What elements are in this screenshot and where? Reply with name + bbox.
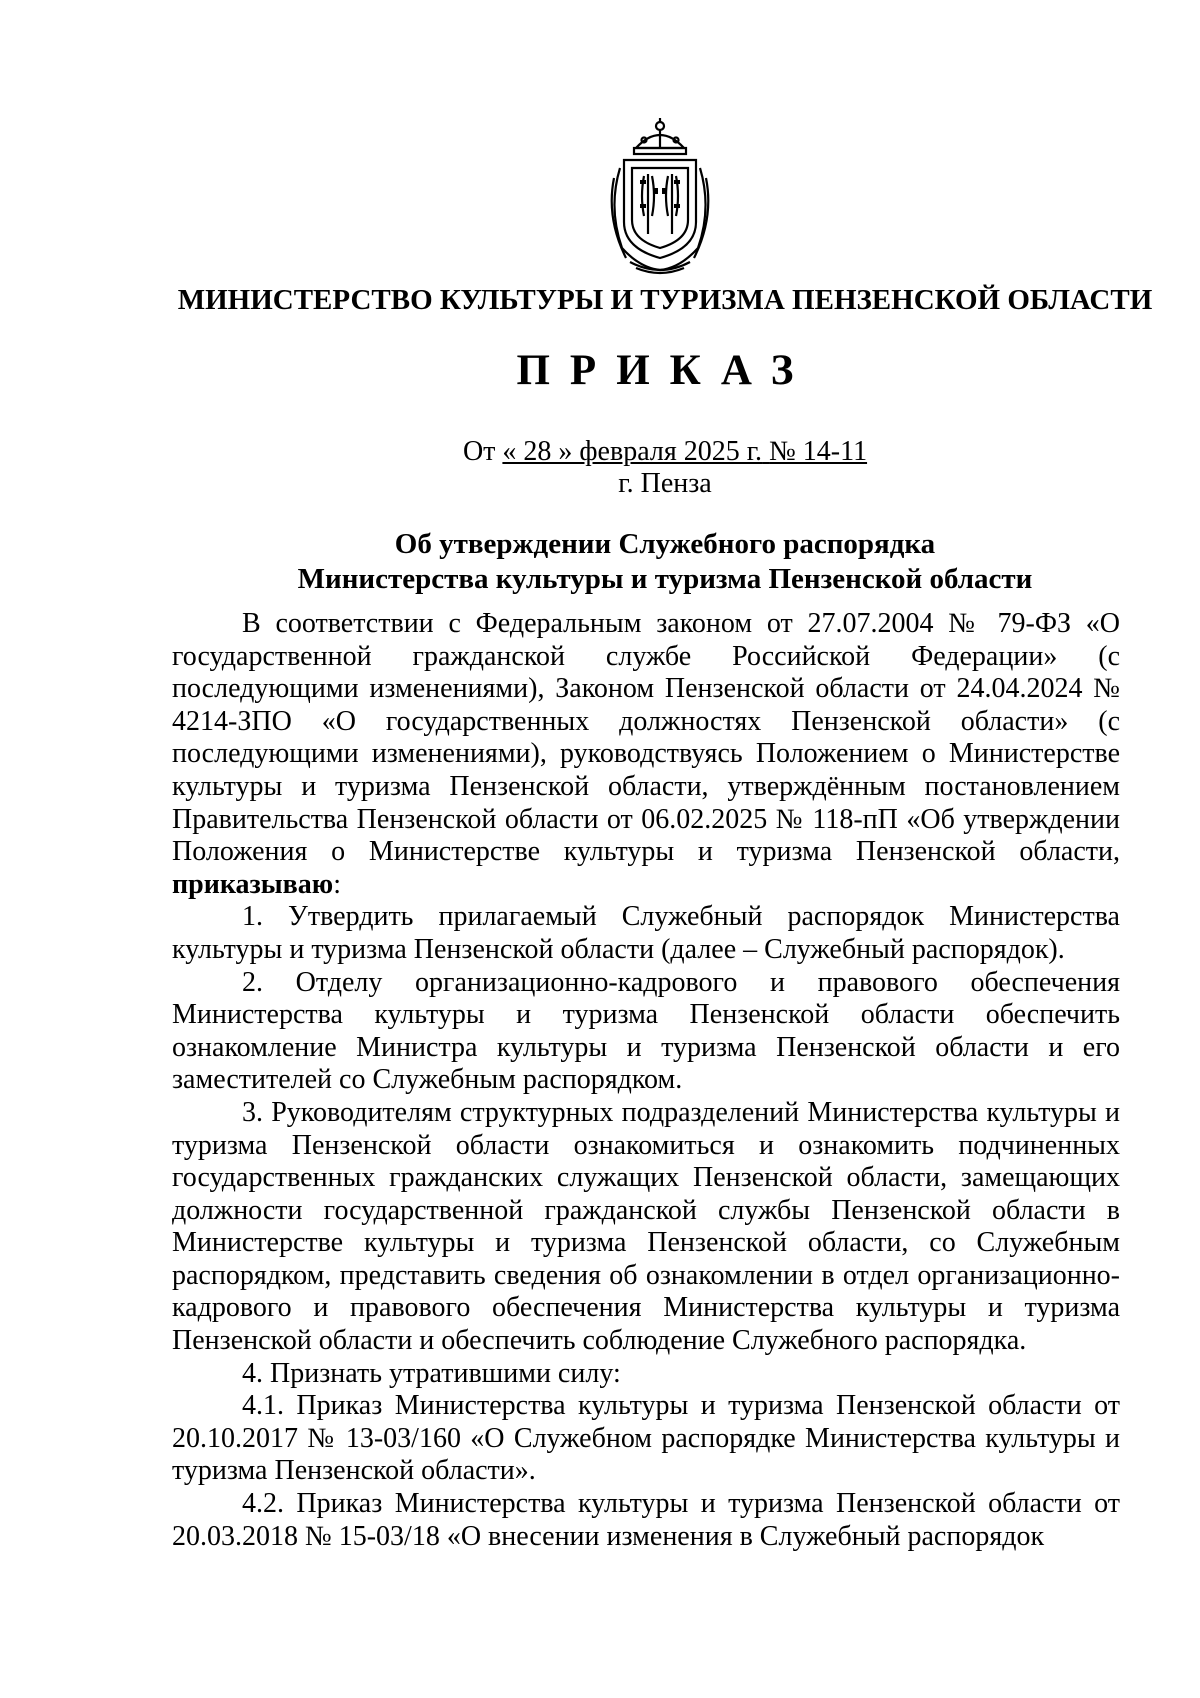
order-title-line-1: Об утверждении Служебного распорядка: [394, 528, 936, 560]
item-4-2-paragraph: 4.2. Приказ Министерства культуры и туризма Пензенской области от 20.03.2018 № 15-03/18 «О внесении изменения в Служебный распорядок: [172, 1488, 1120, 1552]
order-title: [0, 527, 1200, 597]
coat-of-arms-emblem: [600, 118, 720, 278]
order-title-line-2: Министерства культуры и туризма Пензенской области: [297, 563, 1033, 595]
ministry-name: МИНИСТЕРСТВО КУЛЬТУРЫ И ТУРИЗМА ПЕНЗЕНСКОЙ ОБЛАСТИ: [177, 284, 1153, 316]
item-1-paragraph: 1. Утвердить прилагаемый Служебный распорядок Министерства культуры и туризма Пензенской области (далее – Служебный распорядок).: [172, 901, 1120, 965]
order-number: № 14-11: [769, 436, 868, 467]
document-type-title: ПРИКАЗ: [516, 347, 814, 394]
item-4-1-paragraph: 4.1. Приказ Министерства культуры и туризма Пензенской области от 20.10.2017 № 13-03/160 «О Служебном распорядке Министерства культуры и туризма Пензенской области».: [172, 1390, 1120, 1487]
item-3-paragraph: 3. Руководителям структурных подразделений Министерства культуры и туризма Пензенской области ознакомиться и ознакомить подчиненных государственных гражданских служащих Пензенской области, замещающих должности государственной гражданской службы Пензенской области в Министерстве культуры и туризма Пензенской области, со Служебным распорядком, представить сведения об ознакомлении в отдел организационно-кадрового и правового обеспечения Министерства культуры и туризма Пензенской области и обеспечить соблюдение Служебного распорядка.: [172, 1096, 1120, 1357]
preamble-paragraph: В соответствии с Федеральным законом от 27.07.2004 № 79-ФЗ «О государственной гражданской службе Российской Федерации» (с последующими изменениями), Законом Пензенской области от 24.04.2024 № 4214-ЗПО «О государственных должностях Пензенской области» (с последующими изменениями), руководствуясь Положением о Министерстве культуры и туризма Пензенской области, утверждённым постановлением Правительства Пензенской области от 06.02.2025 № 118-пП «Об утверждении Положения о Министерстве культуры и туризма Пензенской области, приказываю:: [172, 608, 1120, 900]
date-prefix: От: [462, 436, 496, 467]
order-body: [172, 608, 1120, 1553]
order-date: « 28 » февраля 2025 г. № 14-11: [502, 436, 868, 467]
date-number-line: [0, 436, 1200, 468]
city-name: г. Пенза: [618, 468, 712, 499]
order-word: приказываю: [172, 868, 334, 900]
item-2-paragraph: 2. Отделу организационно-кадрового и правового обеспечения Министерства культуры и туризма Пензенской области обеспечить ознакомление Министра культуры и туризма Пензенской области и его заместителей со Служебным распорядком.: [172, 966, 1120, 1096]
item-4-paragraph: 4. Признать утратившими силу:: [242, 1357, 621, 1389]
